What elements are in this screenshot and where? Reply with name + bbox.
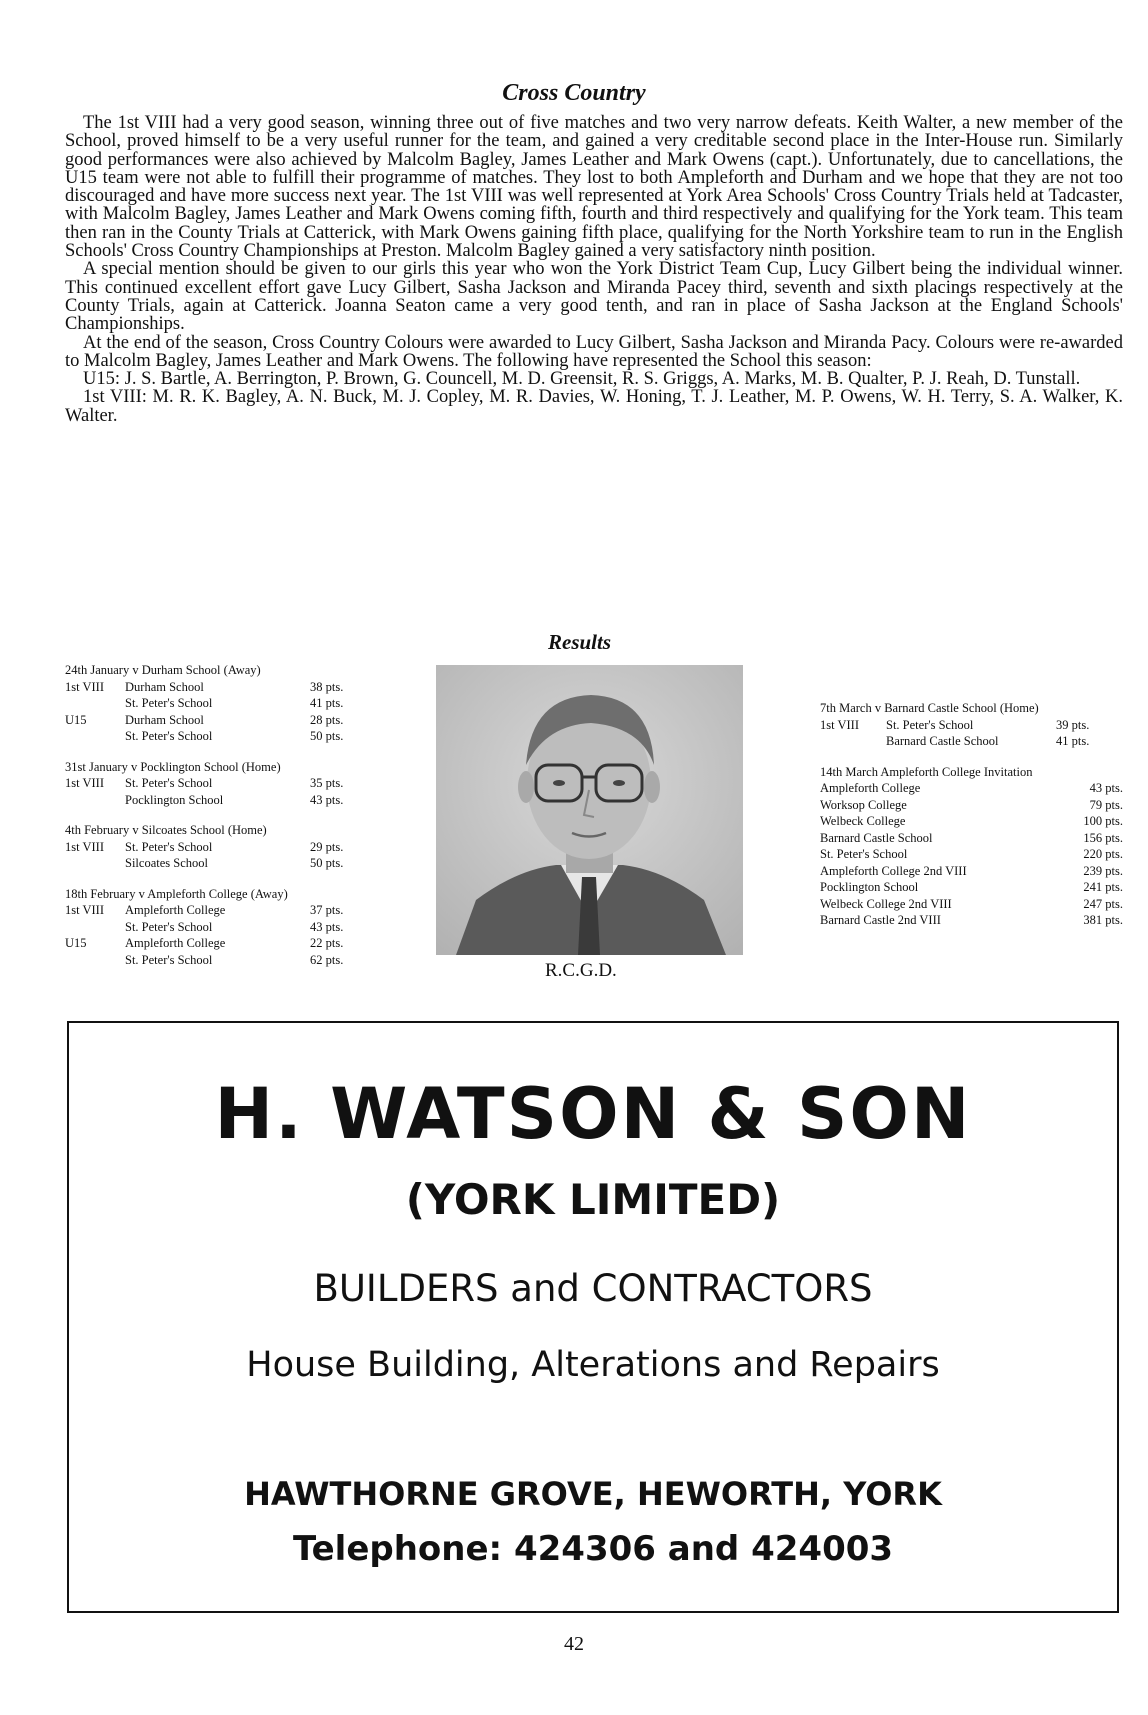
result-row <box>65 712 385 729</box>
results-heading: Results <box>548 630 612 654</box>
result-points: 50 pts. <box>310 856 344 870</box>
result-points: 241 pts. <box>1083 880 1123 894</box>
advertisement-box <box>67 1021 1119 1613</box>
result-points: 37 pts. <box>310 903 344 917</box>
result-team <box>65 695 125 712</box>
section-heading: Cross Country <box>502 80 646 106</box>
result-team: 1st VIII <box>65 776 105 790</box>
result-points: 39 pts. <box>1056 717 1090 732</box>
result-points: 43 pts. <box>310 919 344 934</box>
result-row <box>65 902 385 919</box>
result-row <box>820 912 1125 929</box>
result-team: 1st VIII <box>65 903 105 917</box>
result-row <box>65 839 385 856</box>
result-points: 28 pts. <box>310 712 344 727</box>
fixture-title: 4th February v Silcoates School (Home) <box>65 823 267 837</box>
result-row <box>65 728 385 745</box>
result-row <box>820 733 1125 750</box>
result-school: St. Peter's School <box>125 696 213 710</box>
result-school: Ampleforth College 2nd VIII <box>820 863 967 878</box>
result-row <box>65 792 385 809</box>
result-points: 79 pts. <box>1089 797 1123 812</box>
result-school: Welbeck College <box>820 814 906 828</box>
result-school: Ampleforth College <box>820 781 921 795</box>
fixture-block <box>820 700 1125 750</box>
result-school: Barnard Castle 2nd VIII <box>820 913 941 927</box>
fixture-title: 31st January v Pocklington School (Home) <box>65 759 281 774</box>
result-team <box>65 792 125 809</box>
result-school: St. Peter's School <box>125 729 213 743</box>
result-school: Welbeck College 2nd VIII <box>820 896 952 911</box>
result-team: 1st VIII <box>65 679 105 694</box>
result-points: 156 pts. <box>1083 830 1123 845</box>
result-school: St. Peter's School <box>886 717 974 732</box>
result-row <box>820 830 1125 847</box>
result-points: 43 pts. <box>1089 781 1123 795</box>
result-row <box>820 813 1125 830</box>
result-row <box>820 879 1125 896</box>
fixture-title: 14th March Ampleforth College Invitation <box>820 764 1033 779</box>
result-row <box>820 846 1125 863</box>
result-points: 38 pts. <box>310 679 344 694</box>
result-row <box>65 775 385 792</box>
result-points: 43 pts. <box>310 792 344 807</box>
result-row <box>65 679 385 696</box>
result-points: 35 pts. <box>310 776 344 790</box>
result-row <box>820 717 1125 734</box>
fixture-title: 7th March v Barnard Castle School (Home) <box>820 701 1039 715</box>
result-points: 100 pts. <box>1083 814 1123 828</box>
result-points: 239 pts. <box>1083 863 1123 878</box>
result-row <box>65 935 385 952</box>
result-team: 1st VIII <box>65 839 105 854</box>
photo-caption: R.C.G.D. <box>545 960 617 981</box>
result-school: Durham School <box>125 712 204 727</box>
result-school: St. Peter's School <box>125 839 213 854</box>
result-row <box>820 780 1125 797</box>
result-school: St. Peter's School <box>125 919 213 934</box>
advert-services: House Building, Alterations and Repairs <box>246 1345 940 1385</box>
result-school: Ampleforth College <box>125 936 226 950</box>
result-team <box>65 919 125 936</box>
article-paragraph: 1st VIII: M. R. K. Bagley, A. N. Buck, M. J. Copley, M. R. Davies, W. Honing, T. J. Leather, M. P. Owens, W. H. Terry, S. A. Walker, K. Walter. <box>65 387 1123 426</box>
result-school: Durham School <box>125 679 204 694</box>
result-school: St. Peter's School <box>820 847 908 861</box>
result-points: 247 pts. <box>1083 896 1123 911</box>
result-school: St. Peter's School <box>125 776 213 790</box>
article-paragraph: The 1st VIII had a very good season, winning three out of five matches and two very narrow defeats. Keith Walter, a new member of the School, proved himself to be a very useful runner for the team, and gained a very creditable second place in the Inter-House run. Similarly good performances were also achieved by Malcolm Bagley, James Leather and Mark Owens (capt.). Unfortunately, due to cancellations, the U15 team were not able to fulfill their programme of matches. They lost to both Ampleforth and Durham and we hope that they are not too discouraged and have more success next year. The 1st VIII was well represented at York Area Schools' Cross Country Trials held at Tadcaster, with Malcolm Bagley, James Leather and Mark Owens coming fifth, fourth and third respectively and qualifying for the York team. This team then ran in the County Trials at Catterick, with Mark Owens gaining fifth place, qualifying for the North Yorkshire team to run in the English Schools' Cross Country Championships at Preston. Malcolm Bagley gained a very satisfactory ninth position. <box>65 113 1123 262</box>
result-points: 50 pts. <box>310 729 344 743</box>
result-team <box>65 728 125 745</box>
fixtures-left-column <box>65 662 385 982</box>
result-team: U15 <box>65 712 87 727</box>
advert-trade: BUILDERS and CONTRACTORS <box>313 1267 873 1310</box>
fixture-block <box>65 759 385 809</box>
result-row <box>820 896 1125 913</box>
result-team <box>820 733 886 750</box>
invitation-block <box>820 764 1125 929</box>
result-school: Pocklington School <box>125 792 224 807</box>
result-school: St. Peter's School <box>125 952 213 967</box>
advert-subtitle: (YORK LIMITED) <box>405 1175 781 1224</box>
result-row <box>65 695 385 712</box>
fixture-block <box>65 662 385 745</box>
article-paragraph: A special mention should be given to our girls this year who won the York District Team Cup, Lucy Gilbert being the individual winner. This continued excellent effort gave Lucy Gilbert, Sasha Jackson and Miranda Pacey third, seventh and sixth placings respectively at the County Trials, again at Catterick. Joanna Seaton came a very good tenth, and ran in place of Sasha Jackson at the England Schools' Championships. <box>65 259 1123 335</box>
result-points: 41 pts. <box>1056 734 1090 748</box>
result-team: U15 <box>65 936 87 950</box>
fixture-block <box>65 822 385 872</box>
article-paragraph: U15: J. S. Bartle, A. Berrington, P. Brown, G. Councell, M. D. Greensit, R. S. Griggs, A. Marks, M. B. Qualter, P. J. Reah, D. Tunstall. <box>83 369 1081 390</box>
portrait-illustration <box>436 665 743 955</box>
result-points: 62 pts. <box>310 952 344 967</box>
result-points: 220 pts. <box>1083 847 1123 861</box>
fixture-title: 24th January v Durham School (Away) <box>65 663 261 677</box>
result-points: 41 pts. <box>310 696 344 710</box>
article-paragraph: At the end of the season, Cross Country Colours were awarded to Lucy Gilbert, Sasha Jackson and Miranda Pacy. Colours were re-awarded to Malcolm Bagley, James Leather and Mark Owens. The following have represented the School this season: <box>65 332 1123 371</box>
result-row <box>65 919 385 936</box>
result-team: 1st VIII <box>820 717 860 732</box>
fixture-block <box>65 886 385 969</box>
advert-company-name: H. WATSON & SON <box>214 1073 972 1155</box>
portrait-photo <box>436 665 743 955</box>
result-school: Barnard Castle School <box>886 734 999 748</box>
result-points: 22 pts. <box>310 936 344 950</box>
result-team <box>65 855 125 872</box>
result-school: Worksop College <box>820 797 907 812</box>
fixtures-right-column <box>820 700 1125 943</box>
result-team <box>65 952 125 969</box>
result-school: Pocklington School <box>820 880 919 894</box>
result-row <box>820 797 1125 814</box>
result-row <box>65 855 385 872</box>
result-school: Barnard Castle School <box>820 830 933 845</box>
article-body <box>65 114 1123 425</box>
fixture-title: 18th February v Ampleforth College (Away) <box>65 886 288 901</box>
result-points: 29 pts. <box>310 839 344 854</box>
result-row <box>65 952 385 969</box>
result-points: 381 pts. <box>1083 913 1123 927</box>
result-school: Ampleforth College <box>125 903 226 917</box>
result-school: Silcoates School <box>125 856 208 870</box>
result-row <box>820 863 1125 880</box>
advert-address: HAWTHORNE GROVE, HEWORTH, YORK <box>244 1475 942 1513</box>
advert-telephone: Telephone: 424306 and 424003 <box>292 1529 894 1569</box>
page-number: 42 <box>564 1633 584 1655</box>
